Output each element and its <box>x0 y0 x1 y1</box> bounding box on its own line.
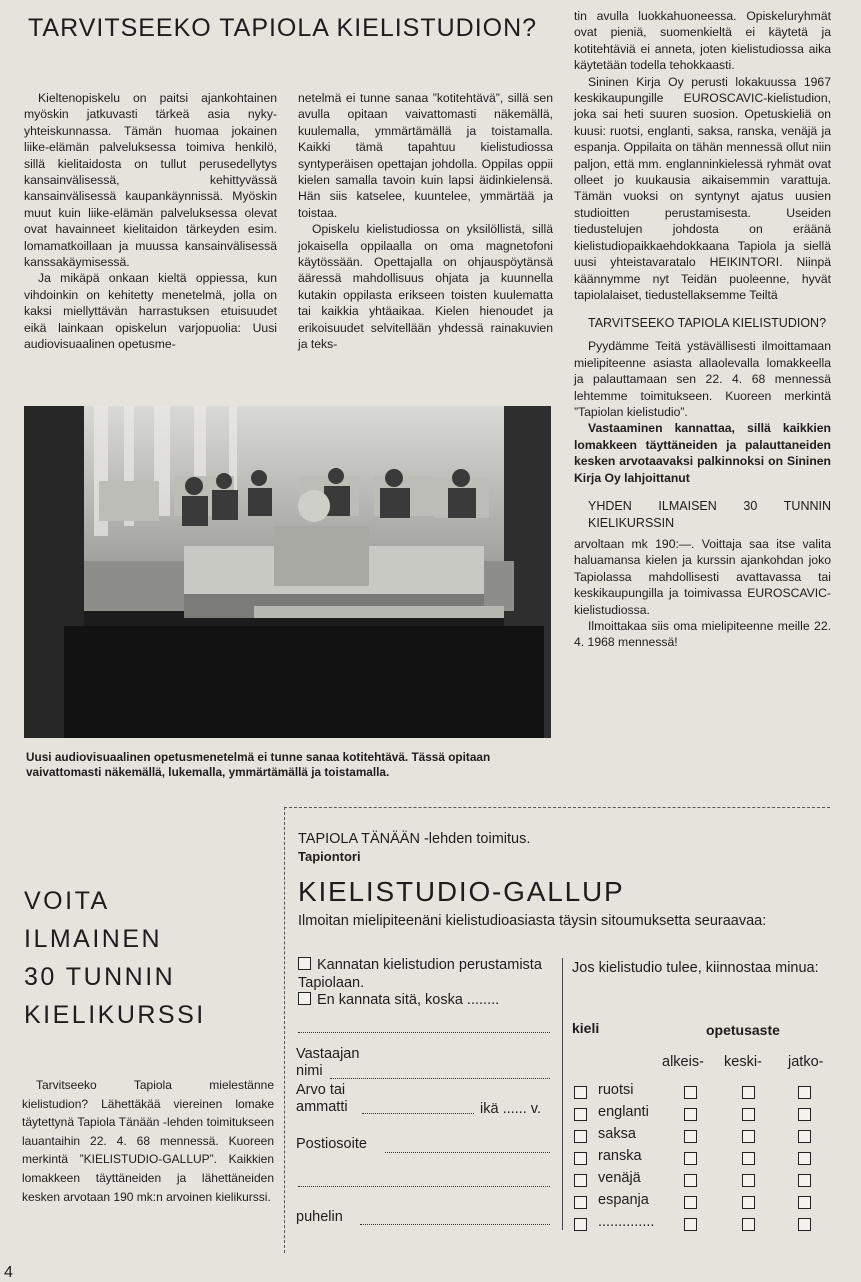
col3-paragraph-3: Pyydämme Teitä ystävällisesti ilmoittamaan mielipiteenne asiasta allaolevalla lomakkeella ja palauttamaan sen 22. 4. 68 mennessä lehtemme toimitukseen. Kuoreen merkintä ”Tapiolan kielistudio”. <box>574 339 831 419</box>
col1-paragraph-1: Kieltenopiskelu on paitsi ajankohtainen myöskin jatkuvasti tärkeä asia nyky-yhteiskunnassa. Tämän huomaa jokainen liike-elämän palveluksessa toimiva henkilö, sillä kielitaidosta on tullut perusedellytys kansainvälisessä, kehittyvässä kansainvälisessä kaupankäynnissä. Myöskin muut kuin liike-elämän palveluksessa olevat ovat havainneet kielitaidon tärkeyden esim. lomamatkoillaan ja muussa kansainvälisessä kanssakäymisessä. <box>24 91 277 270</box>
language-row[interactable] <box>572 1214 832 1236</box>
language-row[interactable] <box>572 1148 832 1170</box>
col3-paragraph-5: arvoltaan mk 190:—. Voittaja saa itse valita haluamansa kielen ja kurssin ajankohdan joko Tapiolassa mahdollisesti avattavassa tai keskikaupungilla ja toimivassa EUROSCAVIC-kielistudiossa. <box>574 536 831 617</box>
col1-paragraph-2: Ja mikäpä onkaan kieltä oppiessa, kun vihdoinkin on kehitetty menetelmä, jolla on kaksi miellyttävän harrastuksen etuisuudet eikä lainkaan opiskelun varjopuolia: Uusi audiovisuaalinen opetusme- <box>24 271 277 352</box>
col2-paragraph-1: netelmä ei tunne sanaa ”kotitehtävä”, sillä sen avulla opitaan vaivattomasti näkemällä, kuulemalla, ymmärtämällä ja toistamalla. Kaikki tämä tapahtuu kielistudiossa syntyperäisen opettajan johdolla. Oppilas oppii kielen samalla tavoin kuin lapsi äidinkielensä. Hän siis katselee, kuuntelee, ymmärtää ja toistaa. <box>298 91 553 220</box>
photo-caption: Uusi audiovisuaalinen opetusmenetelmä ei tunne sanaa kotitehtävä. Tässä opitaan vaivattomasti näkemällä, lukemalla, ymmärtämällä ja toistamalla. <box>26 750 491 779</box>
col3-paragraph-6: Ilmoittakaa siis oma mielipiteenne meille 22. 4. 1968 mennessä! <box>574 619 831 650</box>
level-beginner: alkeis- <box>662 1054 704 1070</box>
title-label: Arvo tai ammatti <box>296 1082 348 1115</box>
phone-input-line[interactable] <box>360 1224 550 1225</box>
phone-label: puhelin <box>296 1209 343 1225</box>
name-label: Vastaajan nimi <box>296 1046 360 1079</box>
language-row[interactable] <box>572 1104 832 1126</box>
advanced-checkbox[interactable] <box>798 1108 811 1121</box>
language-label: ruotsi <box>598 1082 634 1098</box>
option-for-label: Kannatan kielistudion perustamista Tapiolaan. <box>298 957 542 991</box>
beginner-checkbox[interactable] <box>684 1174 697 1187</box>
level-advanced: jatko- <box>788 1054 824 1070</box>
interest-text: Jos kielistudio tulee, kiinnostaa minua: <box>572 960 819 976</box>
advanced-checkbox[interactable] <box>798 1086 811 1099</box>
promo-body: Tarvitseeko Tapiola mielestänne kielistudion? Lähettäkää viereinen lomake täytettynä Tapiola Tänään -lehden toimitukseen lauantaihin 22. 4. 68 mennessä. Kuoreen merkintä ”KIELISTUDIO-GALLUP”. Kaikkien lomakkeen täyttäneiden ja lähettäneiden kesken arvotaan 190 mk:n arvoinen kielikurssi. <box>22 1078 274 1204</box>
language-checkbox[interactable] <box>574 1218 587 1231</box>
language-row[interactable] <box>572 1126 832 1148</box>
beginner-checkbox[interactable] <box>684 1108 697 1121</box>
language-label: englanti <box>598 1104 649 1120</box>
intermediate-checkbox[interactable] <box>742 1130 755 1143</box>
language-label: saksa <box>598 1126 636 1142</box>
beginner-checkbox[interactable] <box>684 1152 697 1165</box>
advanced-checkbox[interactable] <box>798 1196 811 1209</box>
language-row[interactable] <box>572 1082 832 1104</box>
title-input-line[interactable] <box>362 1113 474 1114</box>
address-input-line[interactable] <box>385 1152 550 1153</box>
beginner-checkbox[interactable] <box>684 1130 697 1143</box>
form-address-line-2: Tapiontori <box>298 849 361 864</box>
age-label: ikä ...... v. <box>480 1101 541 1117</box>
intermediate-checkbox[interactable] <box>742 1218 755 1231</box>
language-checkbox[interactable] <box>574 1174 587 1187</box>
intermediate-checkbox[interactable] <box>742 1196 755 1209</box>
language-checkbox[interactable] <box>574 1196 587 1209</box>
option-for-row[interactable] <box>298 956 553 992</box>
language-row[interactable] <box>572 1170 832 1192</box>
article-column-1 <box>24 90 277 353</box>
col3-subhead-question: TARVITSEEKO TAPIOLA KIELISTUDION? <box>588 316 827 331</box>
col3-paragraph-1: tin avulla luokkahuoneessa. Opiskeluryhmät ovat pieniä, suomenkieltä ei käytetä ja kotitehtäviä ei anneta, joten kielistudiossa aika käytetään todella tehokkaasti. <box>574 9 831 73</box>
language-checkbox[interactable] <box>574 1152 587 1165</box>
language-row[interactable] <box>572 1192 832 1214</box>
form-divider <box>562 958 563 1230</box>
classroom-photo <box>24 406 551 738</box>
beginner-checkbox[interactable] <box>684 1086 697 1099</box>
col3-paragraph-4: Vastaaminen kannattaa, sillä kaikkien lomakkeen täyttäneiden ja palauttaneiden kesken arvotaavaksi palkinnoksi on Sininen Kirja Oy lahjoittanut <box>574 421 831 485</box>
option-against-checkbox[interactable] <box>298 992 311 1005</box>
address-label: Postiosoite <box>296 1136 367 1152</box>
page-headline: TARVITSEEKO TAPIOLA KIELISTUDION? <box>28 14 538 42</box>
intermediate-checkbox[interactable] <box>742 1174 755 1187</box>
article-column-2 <box>298 90 553 353</box>
promo-title-line-3: 30 TUNNIN <box>24 963 176 991</box>
form-intro: Ilmoitan mielipiteenäni kielistudioasiasta täysin sitoumuksetta seuraavaa: <box>298 913 767 929</box>
language-label: espanja <box>598 1192 649 1208</box>
option-against-row[interactable] <box>298 992 553 1008</box>
promo-title-line-1: VOITA <box>24 887 110 915</box>
page-number: 4 <box>4 1264 13 1281</box>
reason-input-line[interactable] <box>298 1032 550 1033</box>
address-input-line-2[interactable] <box>298 1186 550 1187</box>
language-checkbox[interactable] <box>574 1108 587 1121</box>
language-label: venäjä <box>598 1170 641 1186</box>
intermediate-checkbox[interactable] <box>742 1086 755 1099</box>
intermediate-checkbox[interactable] <box>742 1152 755 1165</box>
form-address-line-1: TAPIOLA TÄNÄÄN -lehden toimitus. <box>298 831 531 847</box>
beginner-checkbox[interactable] <box>684 1196 697 1209</box>
intermediate-checkbox[interactable] <box>742 1108 755 1121</box>
col3-paragraph-2: Sininen Kirja Oy perusti lokakuussa 1967 keskikaupungille EUROSCAVIC-kielistudion, joka sai heti suuren suosion. Opetuskieliä on kuusi: ruotsi, englanti, saksa, ranska, venäjä ja espanja. Oppilaita on tähän mennessä ollut niin paljon, että mm. englanninkielessä ryhmät ovat olleet jo kuukausia aikaisemmin varattuja. Tämän vuoksi on syntynyt ajatus uusien studioitten perustamisesta. Useiden tiedustelujen johdosta on eräänä kielistudiopaikkaehdokkaana Tapiola ja siellä uusi yhteistavaratalo HEIKINTORI. Niinpä käännymme nyt Teidän puoleenne, hyvät tapiolalaiset, tiedustellaksemme Teiltä <box>574 74 831 302</box>
promo-title <box>24 882 274 1034</box>
advanced-checkbox[interactable] <box>798 1152 811 1165</box>
language-checkbox[interactable] <box>574 1130 587 1143</box>
col3-subhead-course: YHDEN ILMAISEN 30 TUNNIN KIELIKURSSIN <box>588 498 831 530</box>
advanced-checkbox[interactable] <box>798 1174 811 1187</box>
article-column-3 <box>574 8 831 651</box>
beginner-checkbox[interactable] <box>684 1218 697 1231</box>
level-intermediate: keski- <box>724 1054 762 1070</box>
language-label: .............. <box>598 1214 655 1230</box>
language-checkbox[interactable] <box>574 1086 587 1099</box>
form-title: KIELISTUDIO-GALLUP <box>298 876 625 907</box>
classroom-photo-illustration <box>24 406 551 738</box>
promo-title-line-2: ILMAINEN <box>24 925 163 953</box>
advanced-checkbox[interactable] <box>798 1218 811 1231</box>
promo-title-line-4: KIELIKURSSI <box>24 1001 206 1029</box>
language-column-header: kieli <box>572 1020 600 1036</box>
advanced-checkbox[interactable] <box>798 1130 811 1143</box>
col2-paragraph-2: Opiskelu kielistudiossa on yksilöllistä, sillä jokaisella oppilaalla on oma magnetofoni käytössään. Opettajalla on ohjauspöytänsä ääressä mahdollisuus ohjata ja kuunnella kutakin oppilasta erikseen toisten kuulematta tai kaikkia yhtäaikaa. Kielen hienoudet ja erikoisuudet selvitellään yhdessä rainakuvien ja teks- <box>298 222 553 352</box>
option-against-label: En kannata sitä, koska ........ <box>317 992 500 1008</box>
level-column-header: opetusaste <box>706 1022 780 1038</box>
name-input-line[interactable] <box>330 1078 550 1079</box>
language-label: ranska <box>598 1148 642 1164</box>
option-for-checkbox[interactable] <box>298 957 311 970</box>
